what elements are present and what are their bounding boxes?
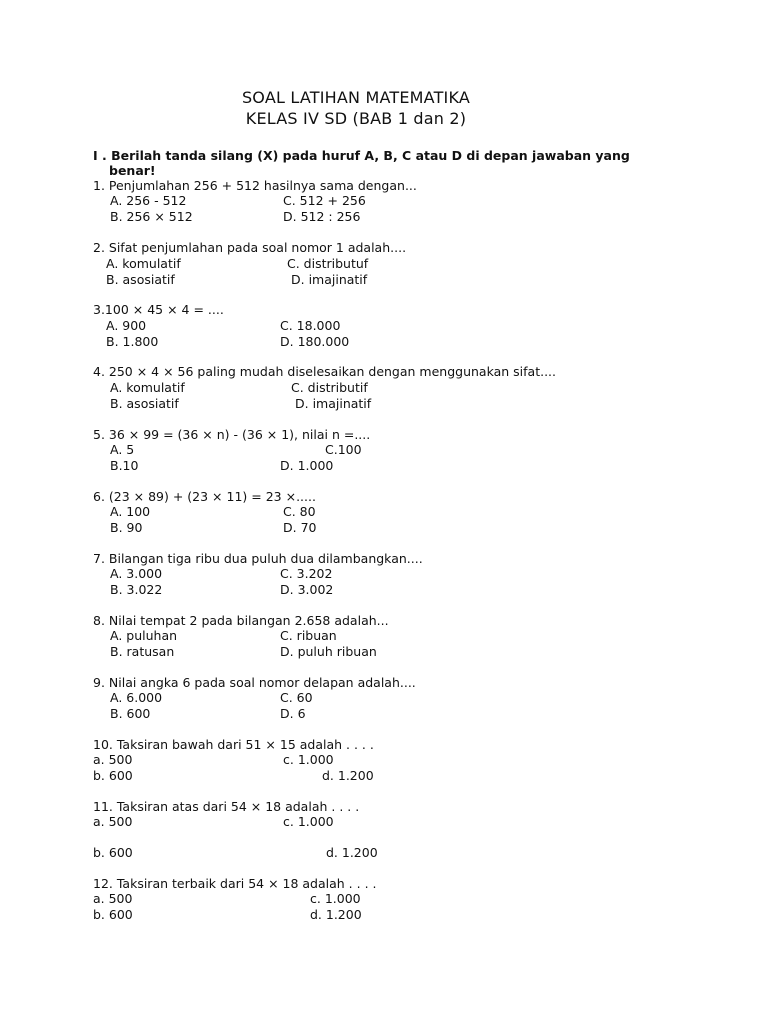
instruction-line-1: Berilah tanda silang (X) pada huruf A, B, C atau D di depan jawaban yang	[111, 148, 630, 163]
q11-option-a: a. 500	[93, 814, 133, 829]
q10-option-d: d. 1.200	[322, 768, 374, 783]
q1-option-a: A. 256 - 512	[110, 193, 187, 208]
worksheet-subtitle: KELAS IV SD (BAB 1 dan 2)	[245, 109, 467, 128]
q12-option-a: a. 500	[93, 891, 133, 906]
question-7: 7. Bilangan tiga ribu dua puluh dua dilambangkan....	[93, 551, 423, 566]
q4-option-b: B. asosiatif	[110, 396, 179, 411]
q10-option-a: a. 500	[93, 752, 133, 767]
q8-option-d: D. puluh ribuan	[280, 644, 377, 659]
q2-option-d: D. imajinatif	[291, 272, 368, 287]
q2-option-b: B. asosiatif	[106, 272, 175, 287]
q12-option-b: b. 600	[93, 907, 133, 922]
q4-option-d: D. imajinatif	[295, 396, 372, 411]
worksheet-title: SOAL LATIHAN MATEMATIKA	[241, 88, 471, 107]
q2-option-a: A. komulatif	[106, 256, 181, 271]
q12-option-d: d. 1.200	[310, 907, 362, 922]
q5-option-c: C.100	[325, 442, 362, 457]
q8-option-a: A. puluhan	[110, 628, 178, 643]
q6-option-c: C. 80	[283, 504, 316, 519]
q3-option-c: C. 18.000	[280, 318, 341, 333]
q3-option-d: D. 180.000	[280, 334, 350, 349]
q7-option-b: B. 3.022	[110, 582, 163, 597]
q6-option-b: B. 90	[110, 520, 143, 535]
q7-option-d: D. 3.002	[280, 582, 334, 597]
question-3: 3.100 × 45 × 4 = ....	[93, 302, 224, 317]
question-1: 1. Penjumlahan 256 + 512 hasilnya sama dengan...	[93, 178, 417, 193]
q11-option-c: c. 1.000	[283, 814, 334, 829]
question-12: 12. Taksiran terbaik dari 54 × 18 adalah . . . .	[93, 876, 377, 891]
q7-option-c: C. 3.202	[280, 566, 333, 581]
q9-option-c: C. 60	[280, 690, 313, 705]
question-2: 2. Sifat penjumlahan pada soal nomor 1 adalah....	[93, 240, 407, 255]
q5-option-b: B.10	[110, 458, 139, 473]
question-10: 10. Taksiran bawah dari 51 × 15 adalah . . . .	[93, 737, 374, 752]
question-5: 5. 36 × 99 = (36 × n) - (36 × 1), nilai n =....	[93, 427, 371, 442]
q4-option-c: C. distributif	[291, 380, 368, 395]
q10-option-b: b. 600	[93, 768, 133, 783]
q9-option-d: D. 6	[280, 706, 306, 721]
q3-option-b: B. 1.800	[106, 334, 159, 349]
q10-option-c: c. 1.000	[283, 752, 334, 767]
q9-option-b: B. 600	[110, 706, 151, 721]
q8-option-c: C. ribuan	[280, 628, 337, 643]
section-number: I .	[93, 148, 107, 163]
q2-option-c: C. distributuf	[287, 256, 369, 271]
q11-option-b: b. 600	[93, 845, 133, 860]
question-6: 6. (23 × 89) + (23 × 11) = 23 ×.....	[93, 489, 316, 504]
section-instruction	[93, 148, 653, 178]
question-11: 11. Taksiran atas dari 54 × 18 adalah . . . .	[93, 799, 360, 814]
question-9: 9. Nilai angka 6 pada soal nomor delapan adalah....	[93, 675, 416, 690]
q7-option-a: A. 3.000	[110, 566, 163, 581]
q3-option-a: A. 900	[106, 318, 147, 333]
instruction-line-2: benar!	[109, 163, 156, 178]
q5-option-d: D. 1.000	[280, 458, 334, 473]
question-8: 8. Nilai tempat 2 pada bilangan 2.658 adalah...	[93, 613, 389, 628]
q9-option-a: A. 6.000	[110, 690, 163, 705]
q4-option-a: A. komulatif	[110, 380, 185, 395]
q1-option-c: C. 512 + 256	[283, 193, 366, 208]
q6-option-d: D. 70	[283, 520, 317, 535]
question-4: 4. 250 × 4 × 56 paling mudah diselesaikan dengan menggunakan sifat....	[93, 364, 557, 379]
q5-option-a: A. 5	[110, 442, 135, 457]
q1-option-d: D. 512 : 256	[283, 209, 361, 224]
q8-option-b: B. ratusan	[110, 644, 175, 659]
q12-option-c: c. 1.000	[310, 891, 361, 906]
q11-option-d: d. 1.200	[326, 845, 378, 860]
q6-option-a: A. 100	[110, 504, 151, 519]
q1-option-b: B. 256 × 512	[110, 209, 193, 224]
